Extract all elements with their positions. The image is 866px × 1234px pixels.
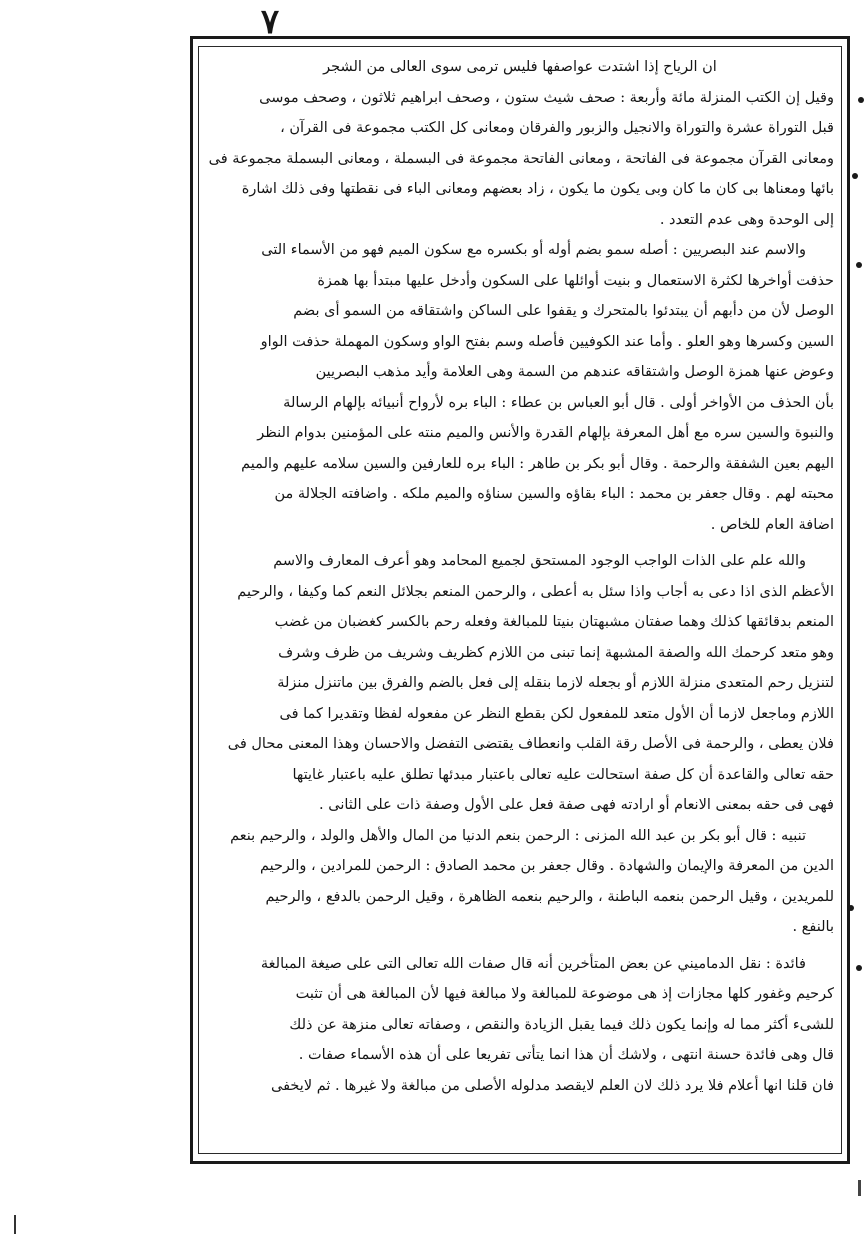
text-line: الأعظم الذى اذا دعى به أجاب واذا سئل به أعطى ، والرحمن المنعم بجلائل النعم كما وكيفا ، والرحيم xyxy=(237,583,834,600)
text-line: بائها ومعناها بى كان ما كان وبى يكون ما يكون ، زاد بعضهم ومعانى الباء فى نقطتها وفى ذلك اشارة xyxy=(241,181,834,197)
page-number: ٧ xyxy=(260,2,280,42)
text-line: وعوض عنها همزة الوصل واشتقاقه عندهم من السمة وهى العلامة وأيد مذهب البصريين xyxy=(315,364,834,380)
text-line: حذفت أواخرها لكثرة الاستعمال و بنيت أوائلها على السكون وأدخل عليها مبتدأ بها همزة xyxy=(317,272,834,289)
text-line: ومعانى القرآن مجموعة فى الفاتحة ، ومعانى الفاتحة مجموعة فى البسملة ، ومعانى البسملة مجموعة فى xyxy=(208,150,834,167)
text-line: للشىء أكثر مما له وإنما يكون ذلك فيما يقبل الزيادة والنقص ، وصفاته تعالى منزهة عن ذلك xyxy=(289,1016,834,1033)
text-line: فان قلنا انها أعلام فلا يرد ذلك لان العلم لايقصد مدلوله الأصلى من مبالغة ولا غيرها . ثم لايخفى xyxy=(271,1077,834,1094)
text-line: الدين من المعرفة والإيمان والشهادة . وقال جعفر بن محمد الصادق : الرحمن للمرادين ، والرحيم xyxy=(259,858,834,874)
margin-dot xyxy=(858,97,864,103)
text-line: فهى فى حقه بمعنى الانعام أو ارادته فهى صفة فعل على الأول وصفة ذات على الثانى . xyxy=(319,797,834,813)
text-line: المنعم بدقائقها كذلك وهما صفتان مشبهتان بنيتا للمبالغة وفعله رحم بالكسر كغضبان من غضب xyxy=(274,614,834,630)
margin-dot xyxy=(856,262,862,268)
page-edge-mark xyxy=(858,1180,861,1196)
text-line: الوصل لأن من دأبهم أن يبتدئوا بالمتحرك و يقفوا على الساكن واشتقاقه من السمو أى بضم xyxy=(293,303,834,319)
text-line: للمريدين ، وقيل الرحمن بنعمه الباطنة ، والرحيم بنعمه الظاهرة ، وقيل الرحمن بالدفع ، والرحيم xyxy=(265,888,834,905)
verse-line: ان الرياح إذا اشتدت عواصفها فليس ترمى سوى العالى من الشجر xyxy=(323,59,717,75)
margin-dot xyxy=(852,173,858,179)
text-line: تنبيه : قال أبو بكر بن عبد الله المزنى : الرحمن بنعم الدنيا من المال والأهل والولد ، والرحيم بنعم xyxy=(230,827,806,844)
margin-rule xyxy=(14,1215,16,1234)
text-line: فلان يعطى ، والرحمة فى الأصل رقة القلب وانعطاف يقتضى التفضل والاحسان وهذا المعنى محال فى xyxy=(227,736,834,752)
margin-dot xyxy=(848,905,854,911)
text-line: حقه تعالى والقاعدة أن كل صفة استحالت عليه تعالى باعتبار مبدئها تطلق عليه باعتبار غايتها xyxy=(292,766,834,783)
margin-dot xyxy=(856,965,862,971)
text-line: محبته لهم . وقال جعفر بن محمد : الباء بقاؤه والسين سناؤه والميم ملكه . واضافته الجلالة من xyxy=(274,486,834,502)
text-line: إلى الوحدة وهى عدم التعدد . xyxy=(659,211,834,228)
text-block xyxy=(206,52,834,1152)
text-line: وقيل إن الكتب المنزلة مائة وأربعة : صحف شيث ستون ، وصحف ابراهيم ثلاثون ، وصحف موسى xyxy=(259,89,834,106)
text-line: والاسم عند البصريين : أصله سمو بضم أوله أو بكسره مع سكون الميم فهو من الأسماء التى xyxy=(261,242,806,258)
text-line: بالنفع . xyxy=(792,919,834,935)
text-line: قبل التوراة عشرة والتوراة والانجيل والزبور والفرقان ومعانى كل الكتب مجموعة فى القرآن ، xyxy=(280,120,834,136)
text-line: بأن الحذف من الأواخر أولى . قال أبو العباس بن عطاء : الباء بره لأرواح أنبيائه بإلهام الرسالة xyxy=(283,394,834,411)
text-line: والنبوة والسين سره مع أهل المعرفة بإلهام القدرة والأنس والميم منته على المؤمنين بدوام النظر xyxy=(257,425,834,441)
text-line: لتنزيل رحم المتعدى منزلة اللازم أو بجعله لازما بنقله إلى فعل بالضم والفرق بين ماتنزل منزلة xyxy=(277,675,834,691)
text-line: اضافة العام للخاص . xyxy=(710,516,834,533)
text-line: فائدة : نقل الدماميني عن بعض المتأخرين أنه قال صفات الله تعالى التى على صيغة المبالغة xyxy=(260,955,806,972)
text-line: كرحيم وغفور كلها مجازات إذ هى موضوعة للمبالغة ولا مبالغة فيها لأن المبالغة هى أن تثبت xyxy=(295,986,834,1002)
text-line: اليهم بعين الشفقة والرحمة . وقال أبو بكر بن طاهر : الباء بره للعارفين والسين سلامه عليهم والميم xyxy=(241,455,834,472)
text-line: وهو متعد كرحمك الله والصفة المشبهة إنما تبنى من اللازم كظريف وشريف من ظرف وشرف xyxy=(278,644,834,661)
text-line: والله علم على الذات الواجب الوجود المستحق لجميع المحامد وهو أعرف المعارف والاسم xyxy=(273,553,806,569)
text-line: السين وكسرها وهو العلو . وأما عند الكوفيين فأصله وسم بفتح الواو وسكون المهملة حذفت الواو xyxy=(260,333,834,350)
text-line: اللازم وماجعل لازما أن الأول متعد للمفعول لكن بقطع النظر عن مفعوله لفظا وتقديرا كما فى xyxy=(279,705,834,722)
text-line: قال وهى فائدة حسنة انتهى ، ولاشك أن هذا انما يتأتى تفريعا على أن هذه الأسماء صفات . xyxy=(298,1047,834,1063)
